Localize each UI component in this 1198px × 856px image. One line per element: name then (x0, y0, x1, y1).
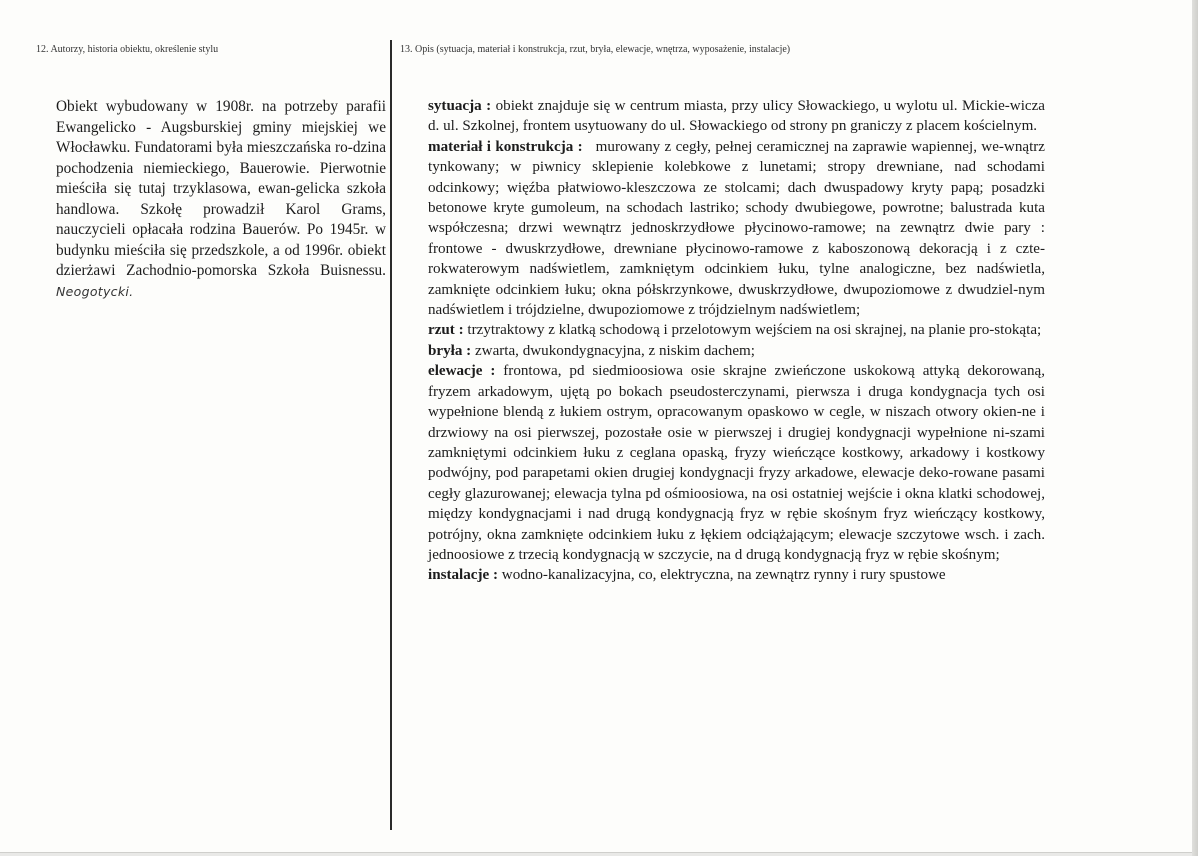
history-text-block (56, 97, 386, 302)
description-entry-rzut (428, 320, 1045, 340)
description-entry-sytuacja (428, 96, 1045, 137)
entry-text: wodno-kanalizacyjna, co, elektryczna, na zewnątrz rynny i rury spustowe (501, 567, 946, 584)
entry-label: rzut : (428, 322, 464, 339)
entry-text: trzytraktowy z klatką schodową i przelotowym wejściem na osi skrajnej, na planie pro-stokąta; (467, 322, 1042, 339)
page-edge (1192, 0, 1198, 856)
entry-text: murowany z cegły, pełnej ceramicznej na zaprawie wapiennej, we-wnątrz tynkowany; w piwnicy sklepienie kolebkowe z lunetami; stropy drewniane, nad schodami odcinkowy; więźba płatwiowo-kleszczowa ze stolcami; dach dwuspadowy kryty papą; posadzki betonowe kryte gumoleum, na schodach lastriko; schody dwubiegowe, powrotne; balustrada kuta współczesna; drzwi wewnątrz jednoskrzydłowe płycinowo-ramowe; na zewnątrz dwie pary : frontowe - dwuskrzydłowe, drewniane płycinowo-ramowe z kaboszonową dekoracją i z czte-rokwaterowym nadświetlem, zamkniętym odcinkiem łuku, tylne analogiczne, bez nadświetla, zamknięte odcinkiem łuku; okna półskrzynkowe, dwuskrzydłowe, dwupoziomowe z dwudziel-nym nadświetlem i trójdzielne, dwupoziomowe z trójdzielnym nadświetlem; (428, 138, 1045, 319)
description-entry-bryla (428, 341, 1045, 361)
entry-label: instalacje : (428, 567, 499, 584)
entry-text: zwarta, dwukondygnacyjna, z niskim dachem; (474, 342, 755, 359)
entry-text: obiekt znajduje się w centrum miasta, przy ulicy Słowackiego, u wylotu ul. Mickie-wicza d. ul. Szkolnej, frontem usytuowany do ul. Słowackiego od strony pn graniczy z placem kościelnym. (428, 98, 1045, 135)
description-block (428, 96, 1045, 586)
entry-text: frontowa, pd siedmioosiowa osie skrajne zwieńczone uskokową attyką dekorowaną, fryzem arkadowym, ujętą po bokach pseudosterczynami, pierwsza i druga kondygnacja tych osi wypełnione blendą z łukiem ostrym, opracowanym opaskowo w cegle, w niszach otwory okien-ne i drzwiowy na osi pierwszej, pozostałe osie w pierwszej i drugiej kondygnacji wypełnione ni-szami zamkniętymi odcinkiem łuku z ceglana opaską, fryzy wieńczące kostkowy, arkadowy i kostkowy podwójny, pod parapetami okien drugiej kondygnacji fryzy arkadowe, elewacje deko-rowane pasami cegły glazurowanej; elewacja tylna pd ośmioosiowa, na osi ostatniej wejście i okna klatki schodowej, między kondygnacjami i nad drugą kondygnacją fryz w rębie skośnym fryz wieńczący kostkowy, potrójny, okna zamknięte odcinkiem łuku z łękiem odciążającym; elewacje szczytowe wsch. i zach. jednoosiowe z trzecią kondygnacją w szczycie, na d drugą kondygnacją fryz w rębie skośnym; (428, 363, 1045, 563)
style-note-handwritten: Neogotycki. (56, 283, 134, 299)
description-entry-instalacje (428, 565, 1045, 585)
description-entry-material (428, 137, 1045, 321)
entry-label: elewacje : (428, 363, 496, 380)
section-12-heading: 12. Autorzy, historia obiektu, określenie stylu (36, 44, 219, 55)
description-entry-elewacje (428, 361, 1045, 565)
entry-label: materiał i konstrukcja : (428, 138, 583, 155)
entry-label: bryła : (428, 342, 472, 359)
section-13-heading: 13. Opis (sytuacja, materiał i konstrukcja, rzut, bryła, elewacje, wnętrza, wyposażenie, instalacje) (400, 44, 791, 55)
column-divider (390, 40, 392, 830)
history-text: Obiekt wybudowany w 1908r. na potrzeby parafii Ewangelicko - Augsburskiej gminy miejskiej we Włocławku. Fundatorami była mieszczańska ro-dzina pochodzenia niemieckiego, Bauerowie. Pierwotnie mieściła się tutaj trzyklasowa, ewan-gelicka szkoła handlowa. Szkołę prowadził Karol Grams, nauczycieli opłacała rodzina Bauerów. Po 1945r. w budynku mieściła się przedszkole, a od 1996r. obiekt dzierżawi Zachodnio-pomorska Szkoła Buisnessu. (56, 98, 386, 279)
entry-label: sytuacja : (428, 98, 492, 114)
